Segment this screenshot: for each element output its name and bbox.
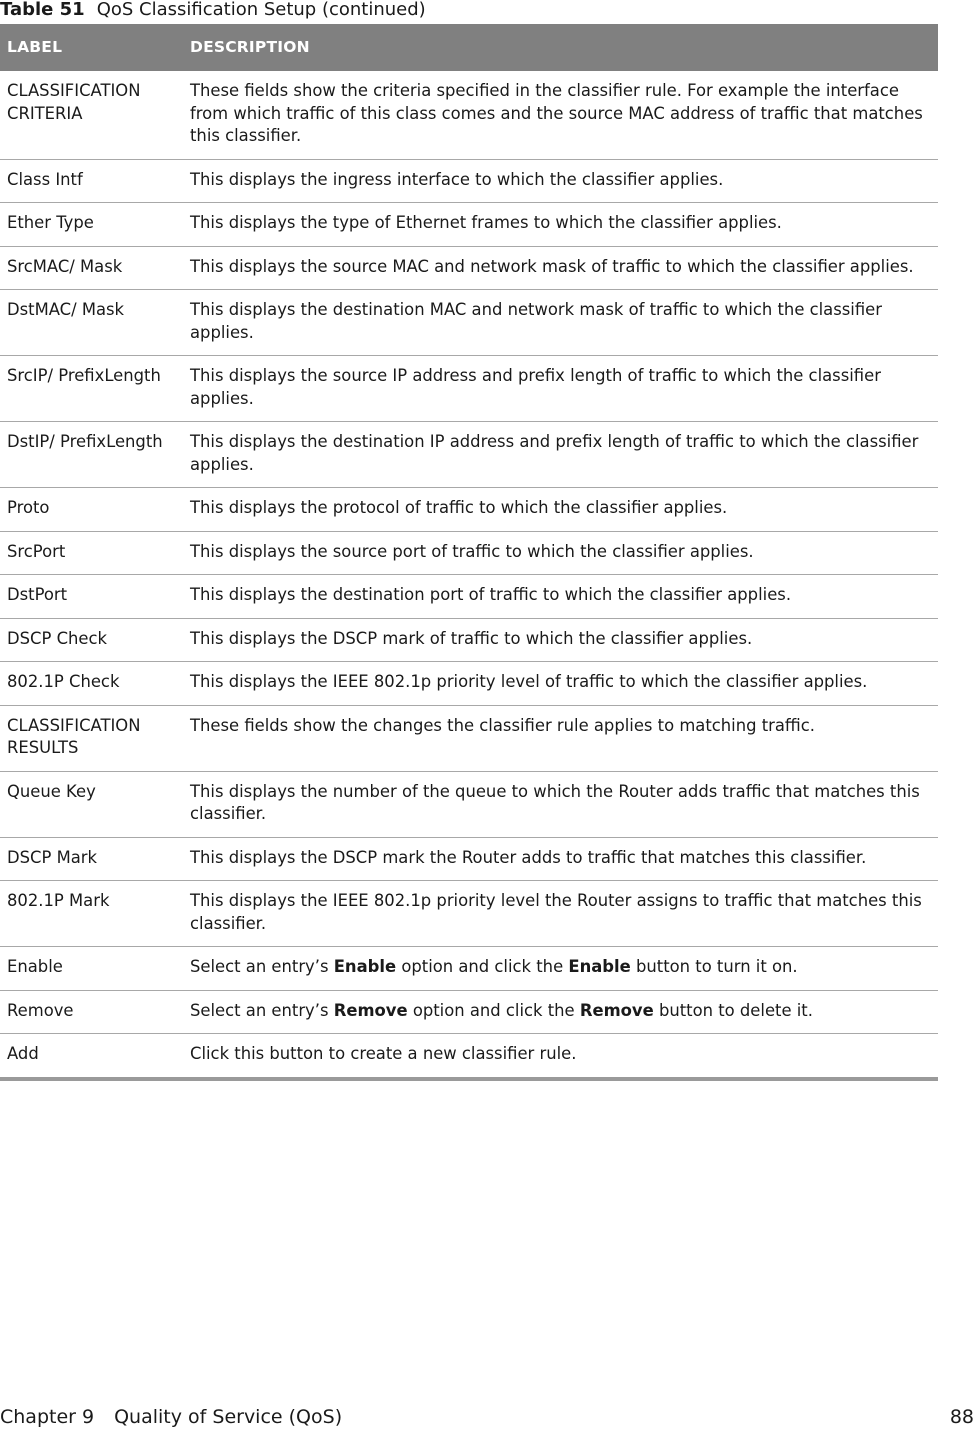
table-row xyxy=(0,1034,938,1079)
header-row xyxy=(0,24,938,71)
row-label: DstPort xyxy=(0,575,184,619)
description-text: This displays the ingress interface to which the classifier applies. xyxy=(190,169,724,189)
row-label: SrcMAC/ Mask xyxy=(0,246,184,290)
description-text: This displays the number of the queue to which the Router adds traffic that matches this classifier. xyxy=(190,781,920,823)
description-text: Click this button to create a new classifier rule. xyxy=(190,1044,577,1063)
table-row xyxy=(0,575,938,619)
description-column-header: DESCRIPTION xyxy=(184,24,938,71)
description-text: This displays the destination MAC and network mask of traffic to which the classifier applies. xyxy=(190,300,883,342)
row-description xyxy=(184,422,938,488)
row-description xyxy=(184,575,938,619)
description-text: Select an entry’s xyxy=(190,1000,334,1020)
row-description xyxy=(184,531,938,575)
row-label: DstIP/ PrefixLength xyxy=(0,422,184,488)
row-description xyxy=(184,947,938,991)
row-description xyxy=(184,246,938,290)
table-row xyxy=(0,290,938,356)
description-text: This displays the source IP address and prefix length of traffic to which the classifier applies. xyxy=(190,366,881,408)
table-row xyxy=(0,159,938,203)
table-caption xyxy=(0,0,426,21)
table-row xyxy=(0,990,938,1034)
table-row xyxy=(0,881,938,947)
table-row xyxy=(0,947,938,991)
row-label: Add xyxy=(0,1034,184,1079)
row-label: Enable xyxy=(0,947,184,991)
table-number: Table 51 xyxy=(0,0,85,20)
table-row xyxy=(0,705,938,771)
row-description xyxy=(184,356,938,422)
qos-classification-table xyxy=(0,24,938,1081)
description-emphasis: Enable xyxy=(333,957,397,976)
description-text: These fields show the changes the classifier rule applies to matching traffic. xyxy=(190,715,815,735)
description-text: This displays the source MAC and network mask of traffic to which the classifier applies. xyxy=(190,256,914,276)
description-text: This displays the protocol of traffic to which the classifier applies. xyxy=(190,498,728,517)
row-label: Queue Key xyxy=(0,771,184,837)
row-label: Class Intf xyxy=(0,159,184,203)
description-text: This displays the IEEE 802.1p priority level the Router assigns to traffic that matches this classifier. xyxy=(190,891,922,933)
table-row xyxy=(0,203,938,247)
row-description xyxy=(184,990,938,1034)
table-header xyxy=(0,24,938,71)
row-description xyxy=(184,290,938,356)
chapter-info xyxy=(0,1405,342,1429)
description-text: This displays the DSCP mark of traffic to which the classifier applies. xyxy=(190,628,753,648)
row-label: SrcIP/ PrefixLength xyxy=(0,356,184,422)
row-description xyxy=(184,1034,938,1079)
description-text: option and click the xyxy=(396,957,569,976)
table-body xyxy=(0,71,938,1079)
description-text: This displays the DSCP mark the Router adds to traffic that matches this classifier. xyxy=(190,847,867,867)
description-emphasis: Remove xyxy=(579,1000,654,1020)
row-label: Remove xyxy=(0,990,184,1034)
description-text: This displays the type of Ethernet frames to which the classifier applies. xyxy=(190,213,782,232)
row-label: 802.1P Mark xyxy=(0,881,184,947)
row-description xyxy=(184,618,938,662)
table-row xyxy=(0,71,938,159)
description-text: This displays the IEEE 802.1p priority level of traffic to which the classifier applies. xyxy=(190,672,868,691)
table-row xyxy=(0,662,938,706)
page-number: 88 xyxy=(949,1406,974,1428)
description-text: option and click the xyxy=(407,1000,580,1020)
row-label: DSCP Check xyxy=(0,618,184,662)
table-row xyxy=(0,356,938,422)
description-emphasis: Enable xyxy=(568,957,631,976)
description-text: These fields show the criteria specified in the classifier rule. For example the interface from which traffic of this class comes and the source MAC address of traffic that matches this classifier. xyxy=(190,81,923,145)
row-description xyxy=(184,771,938,837)
table-row xyxy=(0,771,938,837)
row-label: 802.1P Check xyxy=(0,662,184,706)
row-label: DstMAC/ Mask xyxy=(0,290,184,356)
row-label: DSCP Mark xyxy=(0,837,184,881)
description-emphasis: Remove xyxy=(333,1000,408,1020)
chapter-title: Quality of Service (QoS) xyxy=(114,1406,343,1428)
table-row xyxy=(0,246,938,290)
row-description xyxy=(184,203,938,247)
row-description xyxy=(184,662,938,706)
row-label: SrcPort xyxy=(0,531,184,575)
row-label: Proto xyxy=(0,488,184,532)
label-column-header: LABEL xyxy=(0,24,184,71)
chapter-number: Chapter 9 xyxy=(0,1406,95,1428)
table-row xyxy=(0,488,938,532)
row-description xyxy=(184,881,938,947)
description-text: button to turn it on. xyxy=(630,957,798,976)
row-description xyxy=(184,159,938,203)
row-label: CLASSIFICATION CRITERIA xyxy=(0,71,184,159)
description-text: This displays the destination port of traffic to which the classifier applies. xyxy=(190,585,792,604)
description-text: This displays the source port of traffic to which the classifier applies. xyxy=(190,541,754,561)
table-title: QoS Classification Setup (continued) xyxy=(96,0,426,20)
table-row xyxy=(0,422,938,488)
description-text: button to delete it. xyxy=(653,1000,813,1020)
table-row xyxy=(0,531,938,575)
row-label: CLASSIFICATION RESULTS xyxy=(0,705,184,771)
row-description xyxy=(184,837,938,881)
description-text: This displays the destination IP address and prefix length of traffic to which the classifier applies. xyxy=(190,432,919,474)
row-description xyxy=(184,705,938,771)
table-row xyxy=(0,837,938,881)
row-label: Ether Type xyxy=(0,203,184,247)
row-description xyxy=(184,71,938,159)
description-text: Select an entry’s xyxy=(190,957,334,976)
row-description xyxy=(184,488,938,532)
table-row xyxy=(0,618,938,662)
